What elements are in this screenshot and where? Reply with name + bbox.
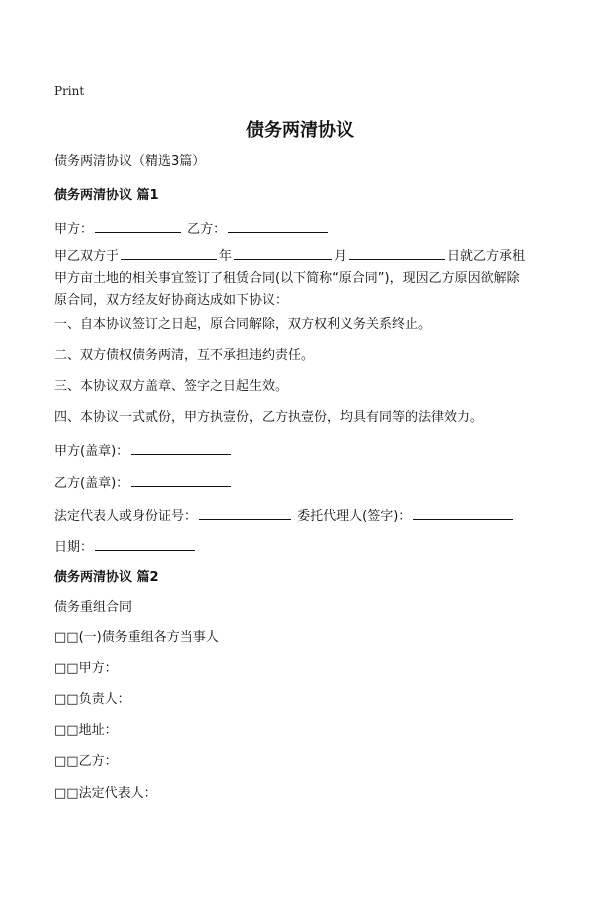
month-label: 月 xyxy=(334,249,348,264)
paragraph-line-3: 原合同，双方经友好协商达成如下协议： xyxy=(54,293,289,308)
paragraph-line-2: 甲方亩土地的相关事宜签订了租赁合同(以下简称“原合同”)，现因乙方原因欲解除 xyxy=(54,271,520,286)
contract-item-4: □□地址： xyxy=(54,723,118,738)
day-suffix: 日就乙方承租 xyxy=(447,249,526,264)
legal-rep-blank xyxy=(199,505,291,520)
seal-a-line xyxy=(54,440,554,462)
date-label: 日期： xyxy=(54,540,94,555)
document-title: 债务两清协议 xyxy=(246,120,354,141)
seal-a-label: 甲方(盖章)： xyxy=(54,444,130,459)
party-a-blank xyxy=(95,218,181,233)
date-blank xyxy=(95,536,195,551)
contract-item-2: □□甲方： xyxy=(54,661,118,676)
day-blank xyxy=(349,245,445,260)
contract-item-1: □□(一)债务重组各方当事人 xyxy=(54,630,219,645)
parties-line xyxy=(54,218,554,240)
contract-item-3: □□负责人： xyxy=(54,692,131,707)
section-1-heading: 债务两清协议 篇1 xyxy=(54,188,159,203)
paragraph-line-1 xyxy=(54,245,554,268)
year-blank xyxy=(121,245,217,260)
clause-4: 四、本协议一式贰份，甲方执壹份，乙方执壹份，均具有同等的法律效力。 xyxy=(54,410,484,425)
clause-3: 三、本协议双方盖章、签字之日起生效。 xyxy=(54,379,289,394)
year-label: 年 xyxy=(219,249,233,264)
contract-item-5: □□乙方： xyxy=(54,754,118,769)
clause-1: 一、自本协议签订之日起，原合同解除，双方权利义务关系终止。 xyxy=(54,317,432,332)
seal-b-label: 乙方(盖章)： xyxy=(54,476,130,491)
document-subtitle: 债务两清协议（精选3篇） xyxy=(54,154,206,169)
date-line xyxy=(54,536,554,558)
section-2-heading: 债务两清协议 篇2 xyxy=(54,570,159,585)
party-b-label: 乙方： xyxy=(187,222,227,237)
signatories-line xyxy=(54,505,554,527)
agreement-paragraph xyxy=(54,245,554,312)
party-a-label: 甲方： xyxy=(54,222,94,237)
seal-b-blank xyxy=(131,472,231,487)
legal-rep-label: 法定代表人或身份证号： xyxy=(54,509,198,524)
seal-b-line xyxy=(54,472,554,494)
party-b-blank xyxy=(228,218,328,233)
month-blank xyxy=(234,245,332,260)
print-label: Print xyxy=(54,84,85,98)
clause-2: 二、双方债权债务两清，互不承担违约责任。 xyxy=(54,348,315,363)
contract-title: 债务重组合同 xyxy=(54,600,133,615)
agent-blank xyxy=(413,505,513,520)
contract-item-6: □□法定代表人： xyxy=(54,786,157,801)
seal-a-blank xyxy=(131,440,231,455)
para-prefix: 甲乙双方于 xyxy=(54,249,120,264)
agent-label: 委托代理人(签字)： xyxy=(297,509,412,524)
